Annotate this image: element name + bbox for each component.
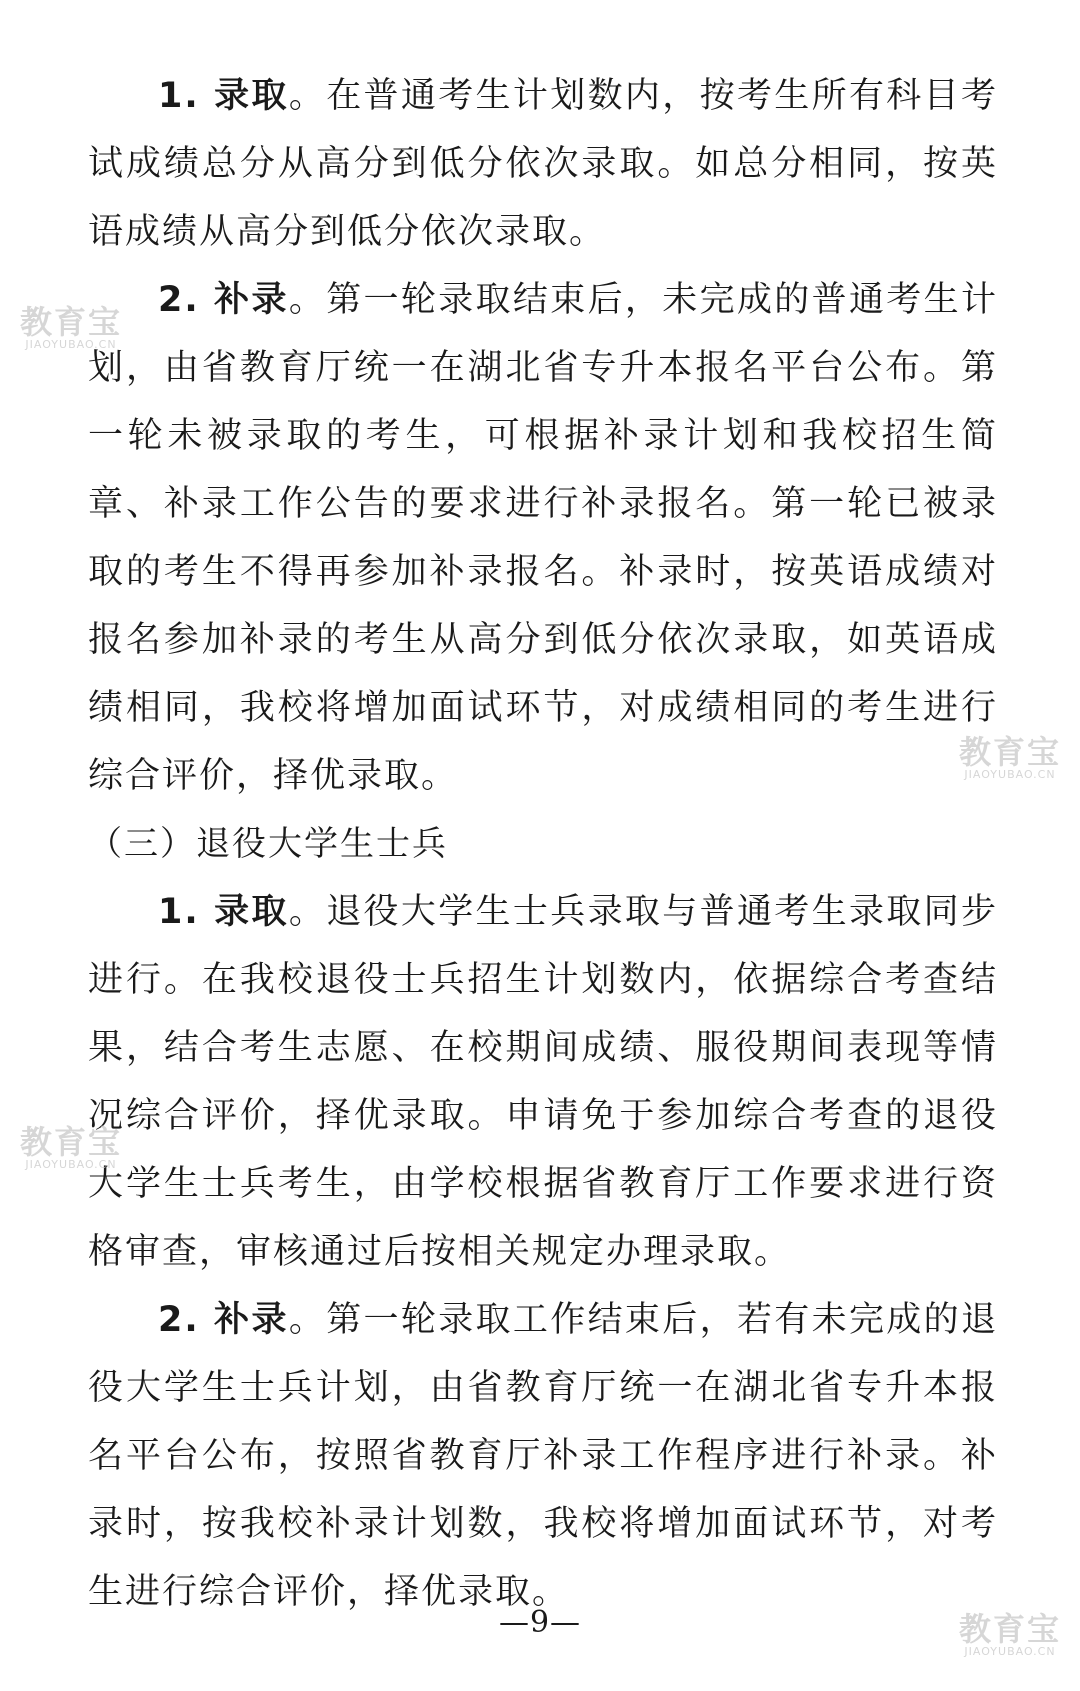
paragraph-text: 。第一轮录取工作结束后，若有未完成的退役大学生士兵计划，由省教育厅统一在湖北省专升本报名平台公布，按照省教育厅补录工作程序进行补录。补录时，按我校补录计划数，我校将增加面试环节，对考生进行综合评价，择优录取。 — [88, 1300, 998, 1612]
paragraph-veteran-supplementary — [88, 1286, 998, 1626]
watermark-logo: 教育宝 JIAOYUBAO.CN — [958, 733, 1061, 781]
page-number: —9— — [498, 1605, 582, 1640]
paragraph-veteran-admission — [88, 878, 998, 1286]
paragraph-supplementary — [88, 266, 998, 810]
paragraph-text: 。第一轮录取结束后，未完成的普通考生计划，由省教育厅统一在湖北省专升本报名平台公布。第一轮未被录取的考生，可根据补录计划和我校招生简章、补录工作公告的要求进行补录报名。第一轮已被录取的考生不得再参加补录报名。补录时，按英语成绩对报名参加补录的考生从高分到低分依次录取，如英语成绩相同，我校将增加面试环节，对成绩相同的考生进行综合评价，择优录取。 — [88, 280, 998, 796]
watermark-logo: 教育宝 JIAOYUBAO.CN — [958, 1610, 1061, 1658]
document-body — [88, 62, 998, 1626]
paragraph-text: 。退役大学生士兵录取与普通考生录取同步进行。在我校退役士兵招生计划数内，依据综合考查结果，结合考生志愿、在校期间成绩、服役期间表现等情况综合评价，择优录取。申请免于参加综合考查的退役大学生士兵考生，由学校根据省教育厅工作要求进行资格审查，审核通过后按相关规定办理录取。 — [88, 892, 998, 1272]
paragraph-admission — [88, 62, 998, 266]
paragraph-text: 。在普通考生计划数内，按考生所有科目考试成绩总分从高分到低分依次录取。如总分相同，按英语成绩从高分到低分依次录取。 — [88, 76, 998, 252]
watermark-logo: 教育宝 JIAOYUBAO.CN — [19, 1123, 122, 1171]
watermark-logo: 教育宝 JIAOYUBAO.CN — [19, 303, 122, 351]
paragraph-lead: 2. 补录 — [158, 1300, 289, 1340]
section-heading: （三）退役大学生士兵 — [88, 824, 448, 864]
paragraph-lead: 1. 录取 — [158, 892, 289, 932]
paragraph-lead: 1. 录取 — [158, 76, 289, 116]
paragraph-lead: 2. 补录 — [158, 280, 289, 320]
